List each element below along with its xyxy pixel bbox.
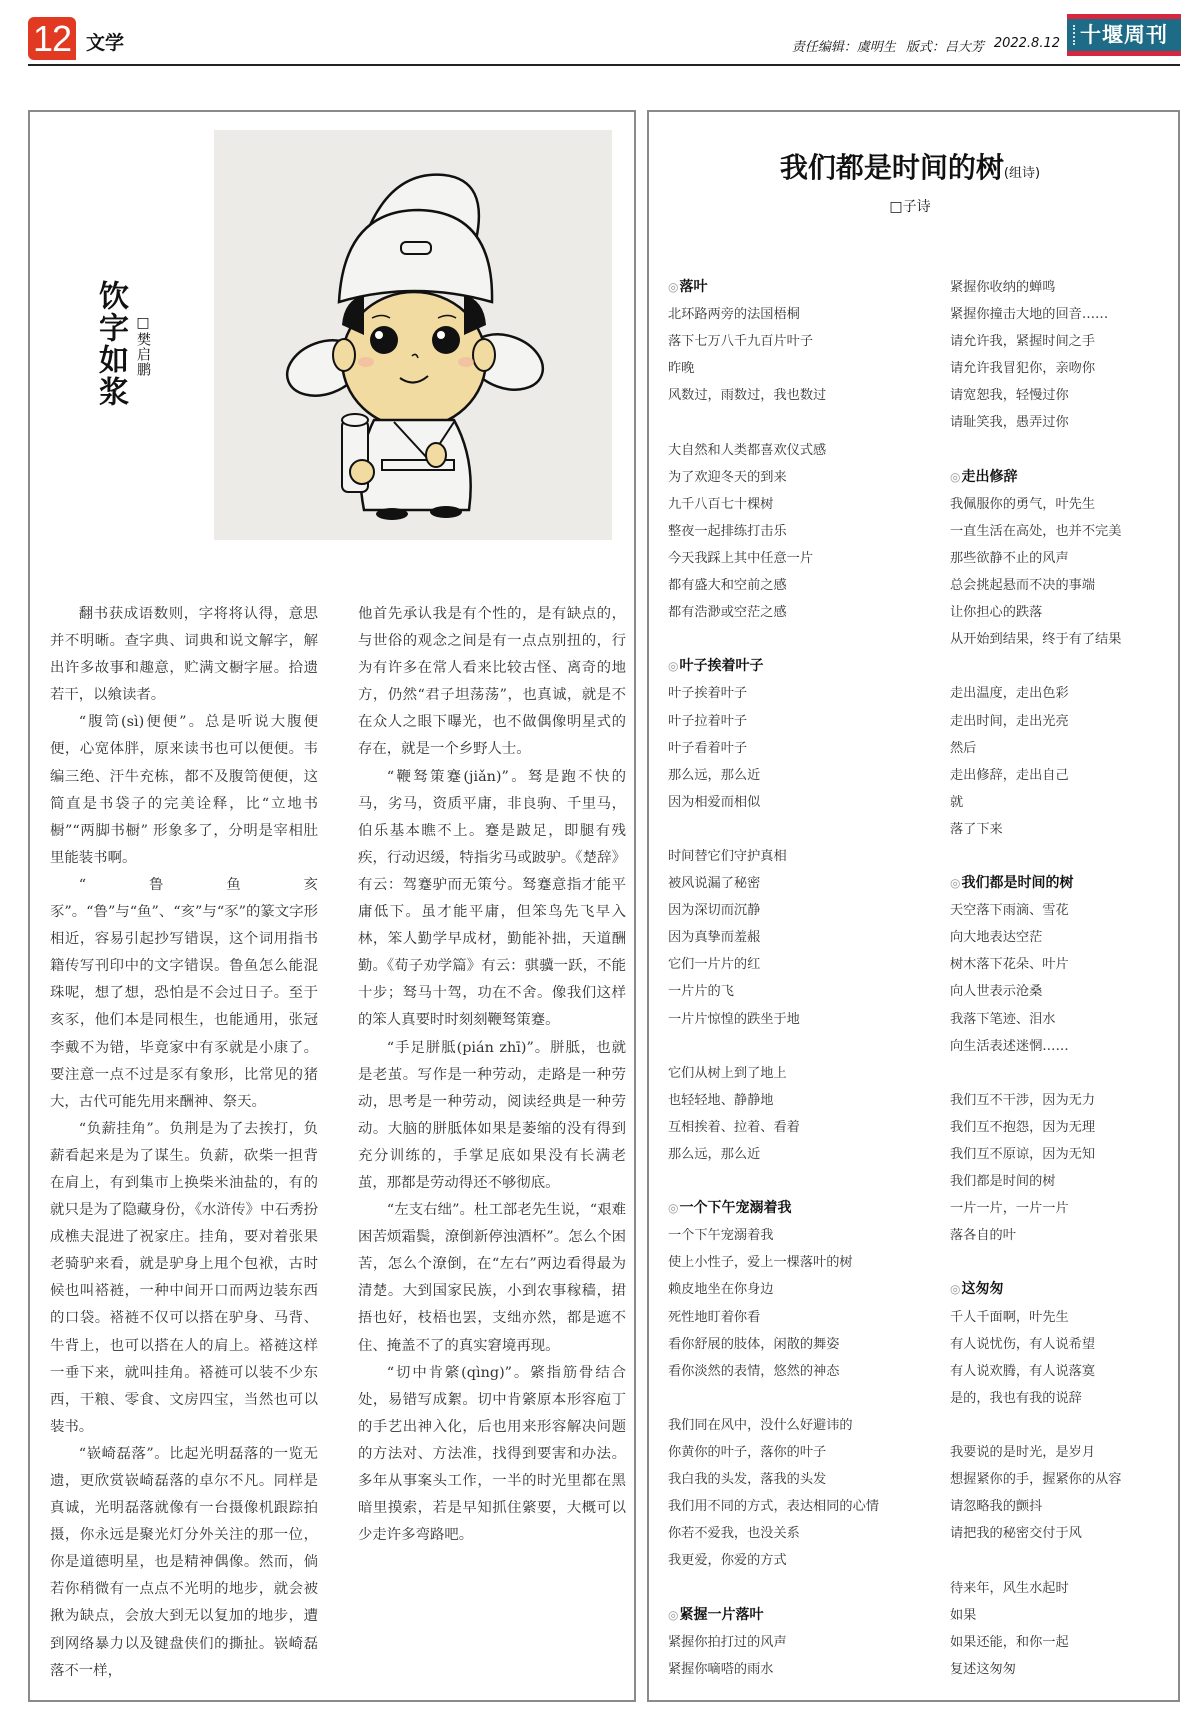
poem-line: 我更爱，你爱的方式	[668, 1553, 787, 1569]
poem-line: 我要说的是时光，是岁月	[950, 1445, 1096, 1461]
dotted-line-decoration	[1073, 25, 1077, 45]
page-header	[0, 0, 1200, 66]
poem-line: 如果	[950, 1607, 977, 1623]
poem-line: 北环路两旁的法国梧桐	[668, 307, 800, 323]
poem-line: 看你舒展的肢体，闲散的舞姿	[668, 1336, 840, 1352]
poem-section-heading-text: 叶子挨着叶子	[679, 658, 764, 675]
section-title: 文学	[86, 32, 125, 54]
poem-line: 风数过，雨数过，我也数过	[668, 388, 827, 404]
poem-line: 我们互不原谅，因为无知	[950, 1147, 1096, 1162]
poem-line: 它们一片片的红	[668, 957, 761, 973]
poem-line: 向人世表示沧桑	[950, 984, 1043, 1000]
poem-line: 请宽恕我，轻慢过你	[950, 388, 1069, 404]
poem-line: 它们从树上到了地上	[668, 1065, 787, 1081]
poem-line: 赖皮地坐在你身边	[668, 1282, 774, 1298]
poem-line: 千人千面啊，叶先生	[950, 1309, 1069, 1325]
stanza-break	[950, 1060, 1170, 1087]
poem-line: 死性地盯着你看	[668, 1309, 761, 1325]
credits	[792, 36, 1060, 55]
poem-line: 被风说漏了秘密	[668, 876, 761, 892]
poem-column-1	[668, 274, 918, 1683]
poem-line: 紧握你拍打过的风声	[668, 1634, 787, 1650]
layout-credit: 版式：吕大芳	[905, 40, 984, 55]
double-circle-icon: ◎	[668, 280, 679, 294]
poem-line: 今天我踩上其中任意一片	[668, 550, 814, 566]
poem-subtitle: (组诗)	[1003, 166, 1041, 181]
stanza-break	[950, 1547, 1170, 1574]
poem-line: 向大地表达空茫	[950, 930, 1043, 946]
essay-title: 饮字如浆	[93, 280, 128, 408]
poem-line: 就	[950, 794, 964, 810]
poem-line: 天空落下雨滴、雪花	[950, 903, 1069, 919]
stanza-break	[950, 843, 1170, 870]
poem-line: 一片一片，一片一片	[950, 1201, 1069, 1217]
poem-line: 你黄你的叶子，落你的叶子	[668, 1445, 827, 1461]
poem-line: 我白我的头发，落我的头发	[668, 1472, 827, 1488]
essay-paragraph: “切中肯綮(qìng)”。綮指筋骨结合处，易错写成絮。切中肯綮原本形容庖丁的手艺出神入化，后也用来形容解决问题的方法对、方法准，找得到要害和办法。多年从事案头工作，一半的时光里都在黑暗里摸索，若是早知抓住綮要，大概可以少走许多弯路吧。	[358, 1364, 626, 1544]
stanza-break	[668, 1385, 918, 1412]
double-circle-icon: ◎	[668, 659, 679, 674]
essay-paragraph: “腹笥(sì)便便”。总是听说大腹便便，心宽体胖，原来读书也可以便便。韦编三绝、汗牛充栋，都不及腹笥便便，这简直是书袋子的完美诠释，比“立地书橱”“两脚书橱” 形象多了，分明是宰相肚里能装书啊。	[50, 714, 318, 866]
essay-paragraph: 他首先承认我是有个性的，是有缺点的，与世俗的观念之间是有一点点别扭的，行为有许多在常人看来比较古怪、离奇的地方，仍然“君子坦荡荡”，也真诚，就是不在众人之眼下曝光，也不做偶像明星式的存在，就是一个乡野人士。	[358, 606, 626, 758]
editor-credit: 责任编辑：虞明生	[791, 40, 896, 55]
poem-line: 然后	[950, 740, 977, 756]
poem-line: 都有盛大和空前之感	[668, 578, 787, 594]
poem-line: 走出修辞，走出自己	[950, 767, 1069, 783]
poem-section-heading	[668, 274, 918, 301]
poem-line: 我们互不抱怨，因为无理	[950, 1119, 1096, 1135]
poem-author: □子诗	[889, 199, 931, 215]
poem-line: 我落下笔迹、泪水	[950, 1011, 1056, 1027]
poem-line: 请忽略我的颤抖	[950, 1499, 1043, 1515]
poem-line: 我们互不干涉，因为无力	[950, 1092, 1096, 1108]
cartoon-scholar-illustration	[214, 130, 612, 540]
stanza-break	[668, 1033, 918, 1060]
masthead-logo	[1067, 14, 1181, 56]
stanza-break	[950, 1412, 1170, 1439]
poem-line: 也轻轻地、静静地	[668, 1092, 774, 1108]
poem-line: 那么远，那么近	[668, 767, 761, 783]
poem-line: 一片片的飞	[668, 984, 734, 1000]
essay-paragraph: “负薪挂角”。负荆是为了去挨打，负薪看起来是为了谋生。负薪，砍柴一担背在肩上，有到集市上换柴米油盐的，有的就只是为了隐藏身份，《水浒传》中石秀扮成樵夫混进了祝家庄。挂角，要对着张果老骑驴来看，就是驴身上甩个包袱，古时候也叫褡裢，一种中间开口而两边装东西的口袋。褡裢不仅可以搭在驴身、马背、牛背上，也可以搭在人的肩上。褡裢这样一垂下来，就叫挂角。褡裢可以装不少东西，干粮、零食、文房四宝，当然也可以装书。	[50, 1120, 318, 1435]
poem-line: 叶子拉着叶子	[668, 713, 748, 729]
poem-line: 一个下午宠溺着我	[668, 1228, 774, 1244]
stanza-break	[668, 816, 918, 843]
double-circle-icon: ◎	[950, 1282, 961, 1297]
poem-line: 我们都是时间的树	[950, 1174, 1056, 1190]
stanza-break	[668, 626, 918, 653]
poem-line: 那些欲静不止的风声	[950, 550, 1069, 566]
essay-paragraph: “嵚崎磊落”。比起光明磊落的一览无遗，更欣赏嵚崎磊落的卓尔不凡。同样是真诚，光明磊落就像有一台摄像机跟踪拍摄，你永远是聚光灯分外关注的那一位，你是道德明星，也是精神偶像。然而，倘若你稍微有一点点不光明的地步，就会被揪为缺点，会放大到无以复加的地步，遭到网络暴力以及键盘侠们的撕扯。嵚崎磊落不一样，	[50, 1445, 318, 1679]
poem-section-heading-text: 这匆匆	[961, 1281, 1004, 1298]
poem-line: 走出温度，走出色彩	[950, 686, 1069, 702]
poem-line: 树木落下花朵、叶片	[950, 957, 1069, 973]
poem-line: 落了下来	[950, 821, 1003, 837]
poem-line: 因为相爱而相似	[668, 794, 761, 810]
poem-line: 互相挨着、拉着、看着	[668, 1119, 800, 1135]
poem-line: 我佩服你的勇气，叶先生	[950, 496, 1096, 512]
essay-author: □樊启鹏	[135, 315, 151, 377]
poem-line: 昨晚	[668, 361, 695, 377]
poem-line: 紧握你嘀嗒的雨水	[668, 1661, 774, 1677]
poem-line: 总会挑起悬而不决的事端	[950, 578, 1096, 594]
poem-column-2	[950, 274, 1170, 1683]
poem-line: 复述这匆匆	[950, 1661, 1016, 1677]
poem-line: 待来年，风生水起时	[950, 1580, 1069, 1596]
masthead-text: 十堰周刊	[1080, 22, 1168, 47]
poem-line: 使上小性子，爱上一棵落叶的树	[668, 1255, 853, 1271]
essay-column-1	[50, 601, 318, 1685]
poem-line: 叶子挨着叶子	[668, 686, 748, 702]
stanza-break	[668, 409, 918, 436]
issue-date: 2022.8.12	[993, 36, 1060, 51]
double-circle-icon: ◎	[950, 876, 961, 891]
poem-section-heading-text: 走出修辞	[961, 468, 1018, 485]
poem-line: 是的，我也有我的说辞	[950, 1390, 1082, 1406]
poem-line: 紧握你撞击大地的回音……	[950, 307, 1109, 323]
poem-line: 向生活表述迷惘……	[950, 1038, 1069, 1054]
poem-line: 走出时间，走出光亮	[950, 713, 1069, 729]
poem-line: 想握紧你的手，握紧你的从容	[950, 1472, 1122, 1488]
essay-column-2	[358, 601, 626, 1549]
poem-section-heading	[668, 1195, 918, 1222]
poem-line: 请把我的秘密交付于风	[950, 1526, 1082, 1542]
poem-line: 为了欢迎冬天的到来	[668, 469, 787, 485]
poem-line: 因为真挚而羞赧	[668, 930, 761, 946]
poem-line: 时间替它们守护真相	[668, 848, 787, 864]
poem-line: 你若不爱我，也没关系	[668, 1526, 800, 1542]
stanza-break	[950, 653, 1170, 680]
poem-line: 叶子看着叶子	[668, 740, 748, 756]
poem-section-heading-text: 一个下午宠溺着我	[679, 1200, 792, 1217]
poem-line: 大自然和人类都喜欢仪式感	[668, 442, 827, 458]
stanza-break	[668, 1575, 918, 1602]
page-number: 12	[28, 17, 76, 60]
poem-line: 请允许我，紧握时间之手	[950, 334, 1096, 350]
essay-paragraph: “鞭驽策蹇(jiǎn)”。驽是跑不快的马，劣马，资质平庸，非良驹、千里马，伯乐基本瞧不上。蹇是跛足，即腿有残疾，行动迟缓，特指劣马或跛驴。《楚辞》有云：驾蹇驴而无策兮。驽蹇意指才能平庸低下。虽才能平庸，但笨鸟先飞早入林，笨人勤学早成材，勤能补拙，天道酬勤。《荀子劝学篇》有云：骐骥一跃，不能十步；驽马十驾，功在不舍。像我们这样的笨人真要时时刻刻鞭驽策蹇。	[358, 768, 626, 1029]
stanza-break	[950, 437, 1170, 464]
poem-section-heading-text: 紧握一片落叶	[679, 1606, 764, 1623]
poem-line: 有人说欢腾，有人说落寞	[950, 1363, 1096, 1379]
poem-section-heading-text: 我们都是时间的树	[961, 875, 1074, 892]
poem-line: 落下七万八千九百片叶子	[668, 334, 814, 350]
poem-title	[660, 146, 1160, 186]
poem-line: 请允许我冒犯你，亲吻你	[950, 361, 1096, 377]
poem-line: 那么远，那么近	[668, 1147, 761, 1162]
poem-line: 我们同在风中，没什么好避讳的	[668, 1417, 853, 1433]
poem-line: 一直生活在高处，也并不完美	[950, 523, 1122, 539]
poem-line: 一片片惊惶的跌坐于地	[668, 1011, 800, 1027]
poem-line: 落各自的叶	[950, 1228, 1016, 1244]
poem-line: 请耻笑我，愚弄过你	[950, 415, 1069, 431]
stanza-break	[950, 1249, 1170, 1276]
double-circle-icon: ◎	[668, 1201, 679, 1216]
poem-line: 我们用不同的方式，表达相同的心情	[668, 1499, 879, 1515]
poem-line: 都有浩渺或空茫之感	[668, 605, 787, 621]
poem-section-heading	[950, 870, 1170, 897]
poem-line: 从开始到结果，终于有了结果	[950, 632, 1122, 648]
poem-section-heading	[668, 1602, 918, 1629]
poem-line: 有人说忧伤，有人说希望	[950, 1336, 1096, 1352]
poem-section-heading	[668, 653, 918, 680]
poem-section-heading-text: 落叶	[679, 279, 708, 295]
poem-line: 看你淡然的表情，悠然的神态	[668, 1363, 840, 1379]
poem-line: 如果还能，和你一起	[950, 1634, 1069, 1650]
poem-title-text: 我们都是时间的树	[779, 151, 1004, 184]
poem-line: 因为深切而沉静	[668, 903, 761, 919]
double-circle-icon: ◎	[950, 469, 961, 484]
poem-line: 整夜一起排练打击乐	[668, 523, 787, 539]
double-circle-icon: ◎	[668, 1607, 679, 1622]
essay-paragraph: “手足胼胝(pián zhī)”。胼胝，也就是老茧。写作是一种劳动，走路是一种劳动，思考是一种劳动，阅读经典是一种劳动。大脑的胼胝体如果是萎缩的没有得到充分训练的，手掌足底如果没有长满老茧，那都是劳动得还不够彻底。	[358, 1039, 626, 1191]
stanza-break	[668, 1168, 918, 1195]
poem-line: 九千八百七十棵树	[668, 496, 774, 512]
cartoon-scholar-icon	[214, 130, 612, 540]
essay-paragraph: 翻书获成语数则，字将将认得，意思并不明晰。查字典、词典和说文解字，解出许多故事和趣意，贮满文橱字屉。拾遗若干，以飨读者。	[50, 606, 318, 704]
essay-paragraph: “鲁鱼亥豕”。“鲁”与“鱼”、“亥”与“豕”的篆文字形相近，容易引起抄写错误，这个词用指书籍传写刊印中的文字错误。鲁鱼怎么能混珠呢，想了想，恐怕是不会过日子。至于亥豕，他们本是同根生，也能通用，张冠李戴不为错，毕竟家中有豕就是小康了。要注意一点不过是豕有象形，比常见的猪大，古代可能先用来酬神、祭天。	[50, 876, 318, 1110]
essay-paragraph: “左支右绌”。杜工部老先生说，“艰难困苦烦霜鬓，潦倒新停浊酒杯”。怎么个困苦，怎么个潦倒，在“左右”两边看得最为清楚。大到国家民族，小到农事稼穑，捃捂也好，枝梧也罢，支绌亦然，都是遮不住、掩盖不了的真实窘境再现。	[358, 1202, 626, 1354]
poem-line: 紧握你收纳的蝉鸣	[950, 280, 1056, 295]
poem-section-heading	[950, 1276, 1170, 1303]
poem-section-heading	[950, 464, 1170, 491]
poem-line: 让你担心的跌落	[950, 605, 1043, 621]
header-divider	[28, 64, 1180, 66]
